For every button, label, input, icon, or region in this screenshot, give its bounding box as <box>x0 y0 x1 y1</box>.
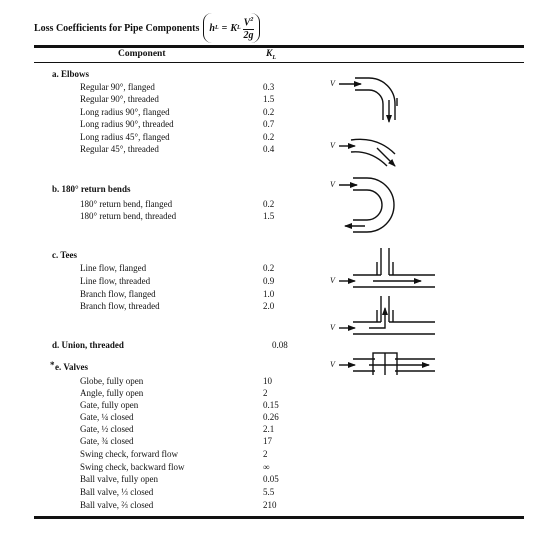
row-value: 0.7 <box>263 119 275 129</box>
velocity-label: V <box>330 141 335 150</box>
bottom-rule <box>34 516 524 519</box>
table-row <box>0 487 560 498</box>
section-union: d. Union, threaded <box>52 340 124 350</box>
row-label: Ball valve, ⅓ closed <box>80 487 154 497</box>
row-value: 2 <box>263 449 268 459</box>
row-value: ∞ <box>263 462 270 472</box>
table-row-union <box>0 340 560 351</box>
row-value: 210 <box>263 500 277 510</box>
velocity-label: V <box>330 360 335 369</box>
formula-2g: 2g <box>243 29 254 41</box>
header-k-sub: L <box>272 54 277 61</box>
table-row <box>0 94 560 105</box>
row-label: 180° return bend, flanged <box>80 199 173 209</box>
velocity-label: V <box>330 180 335 189</box>
header-k-letter: K <box>266 49 273 59</box>
row-label: Swing check, forward flow <box>80 449 178 459</box>
row-label: Regular 90°, flanged <box>80 82 155 92</box>
row-label: Regular 45°, threaded <box>80 144 159 154</box>
table-row <box>0 400 560 411</box>
row-label: Line flow, threaded <box>80 276 151 286</box>
formula-fraction <box>243 15 255 40</box>
top-rule <box>34 45 524 48</box>
elbow-90-diagram <box>330 78 397 122</box>
formula-h-sub: L <box>214 25 219 31</box>
row-label: Ball valve, ⅔ closed <box>80 500 154 510</box>
formula-v: V <box>243 17 251 29</box>
row-value: 2.1 <box>263 424 275 434</box>
table-row <box>0 376 560 387</box>
row-value: 1.5 <box>263 94 275 104</box>
tee-branch-flow-diagram <box>330 296 435 334</box>
row-value: 0.2 <box>263 132 275 142</box>
section-tees: c. Tees <box>52 250 78 260</box>
row-value: 2.0 <box>263 301 275 311</box>
row-label: Regular 90°, threaded <box>80 94 159 104</box>
row-label: 180° return bend, threaded <box>80 211 177 221</box>
formula-v-sup: 2 <box>250 17 254 24</box>
table-row <box>0 119 560 130</box>
row-label: Gate, ¼ closed <box>80 412 134 422</box>
table-row <box>0 82 560 93</box>
row-label: Gate, ¾ closed <box>80 436 134 446</box>
table-row <box>0 107 560 118</box>
elbow-45-diagram <box>330 139 395 166</box>
table-row <box>0 144 560 155</box>
row-value: 5.5 <box>263 487 275 497</box>
row-label: Angle, fully open <box>80 388 144 398</box>
table-row <box>0 436 560 447</box>
row-label: Gate, fully open <box>80 400 139 410</box>
row-label: Swing check, backward flow <box>80 462 185 472</box>
formula-k: K <box>230 22 237 34</box>
section-valves: e. Valves <box>55 362 89 372</box>
section-return-bends: b. 180° return bends <box>52 184 131 194</box>
row-value: 2 <box>263 388 268 398</box>
row-value: 0.26 <box>263 412 279 422</box>
table-row <box>0 500 560 511</box>
table-row <box>0 211 560 222</box>
formula-h: h <box>209 22 215 34</box>
head-loss-formula <box>203 13 260 43</box>
row-value: 0.2 <box>263 107 275 117</box>
row-label: Long radius 90°, threaded <box>80 119 174 129</box>
formula-equals: = <box>221 22 228 34</box>
column-header-component: Component <box>118 49 166 59</box>
row-value: 0.05 <box>263 474 279 484</box>
row-value: 17 <box>263 436 272 446</box>
union-diagram <box>330 353 435 375</box>
velocity-label: V <box>330 79 335 88</box>
formula-k-sub: L <box>236 25 241 31</box>
table-row <box>0 289 560 300</box>
table-row <box>0 449 560 460</box>
table-row <box>0 263 560 274</box>
valves-footnote-marker: * <box>50 360 55 370</box>
table-row <box>0 388 560 399</box>
tee-line-flow-diagram <box>330 248 435 287</box>
row-label: Long radius 90°, flanged <box>80 107 170 117</box>
velocity-label: V <box>330 323 335 332</box>
velocity-label: V <box>330 276 335 285</box>
table-row <box>0 412 560 423</box>
column-header-k <box>266 49 276 61</box>
row-label: Ball valve, fully open <box>80 474 158 484</box>
fitting-diagrams <box>325 70 455 375</box>
table-row <box>0 301 560 312</box>
row-value: 0.08 <box>272 340 288 350</box>
row-value: 0.15 <box>263 400 279 410</box>
row-value: 0.2 <box>263 263 275 273</box>
row-value: 10 <box>263 376 272 386</box>
row-value: 0.4 <box>263 144 275 154</box>
row-value: 0.9 <box>263 276 275 286</box>
row-label: Globe, fully open <box>80 376 144 386</box>
table-row <box>0 276 560 287</box>
table-row <box>0 462 560 473</box>
row-value: 0.2 <box>263 199 275 209</box>
section-elbows: a. Elbows <box>52 69 90 79</box>
header-rule <box>34 62 524 63</box>
row-value: 1.0 <box>263 289 275 299</box>
row-value: 0.3 <box>263 82 275 92</box>
table-title-text: Loss Coefficients for Pipe Components <box>34 22 200 34</box>
return-bend-diagram <box>330 178 394 232</box>
row-label: Gate, ½ closed <box>80 424 134 434</box>
row-value: 1.5 <box>263 211 275 221</box>
table-row <box>0 132 560 143</box>
row-label: Branch flow, threaded <box>80 301 160 311</box>
row-label: Long radius 45°, flanged <box>80 132 170 142</box>
table-title <box>34 13 260 43</box>
row-label: Line flow, flanged <box>80 263 147 273</box>
row-label: Branch flow, flanged <box>80 289 156 299</box>
table-row <box>0 474 560 485</box>
table-row <box>0 199 560 210</box>
table-row <box>0 424 560 435</box>
